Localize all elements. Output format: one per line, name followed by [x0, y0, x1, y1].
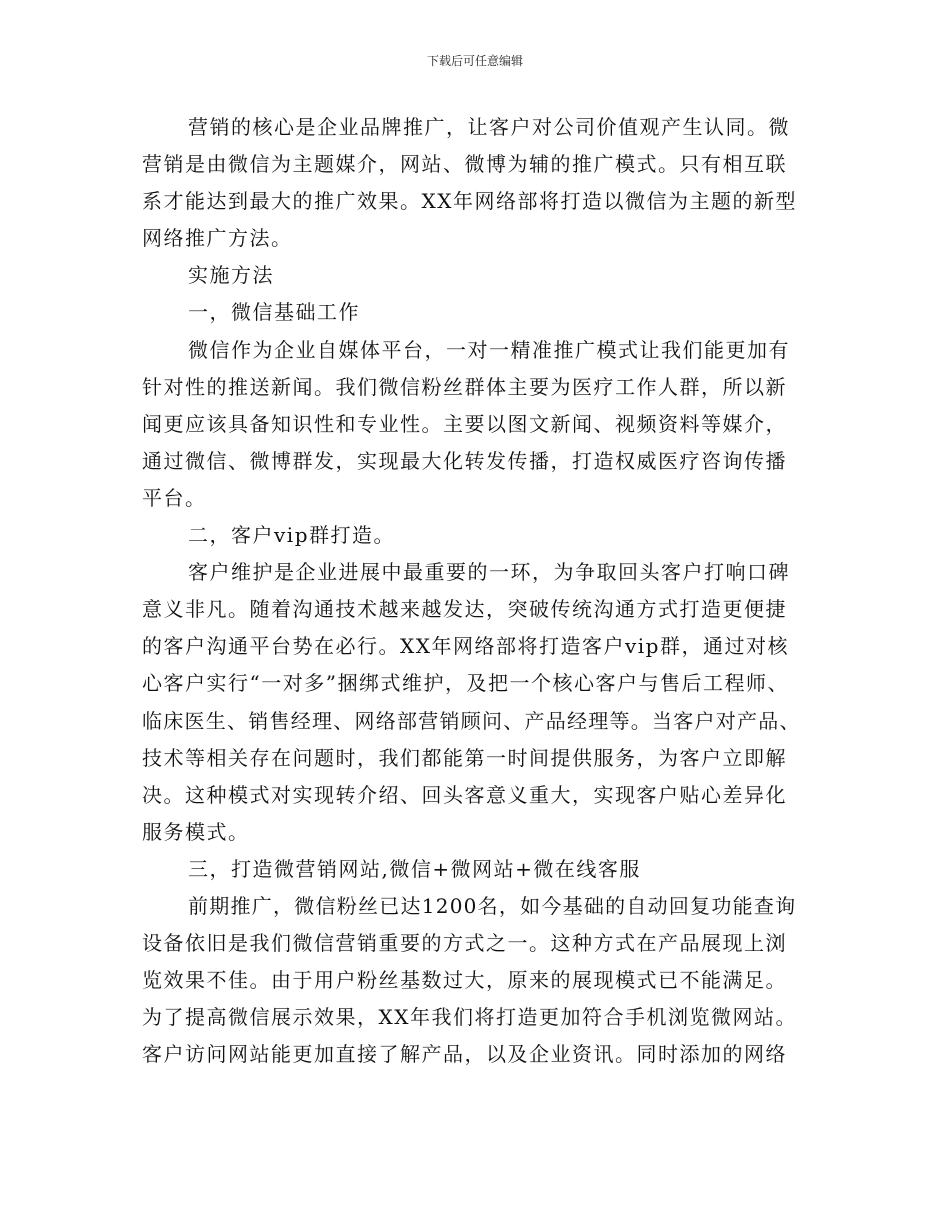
text-line: 服务模式。: [142, 819, 250, 844]
document-body: [142, 109, 802, 1073]
text-line: 的客户沟通平台势在必行。XX年网络部将打造客户vip群，通过对核: [142, 634, 789, 659]
text-line: 决。这种模式对实现转介绍、回头客意义重大，实现客户贴心差异化: [142, 782, 787, 807]
text-line: 通过微信、微博群发，实现最大化转发传播，打造权威医疗咨询传播: [142, 448, 787, 473]
text-line: 为了提高微信展示效果，XX年我们将打造更加符合手机浏览微网站。: [142, 1005, 797, 1030]
text-line: 前期推广，微信粉丝已达1200名，如今基础的自动回复功能查询: [188, 893, 797, 918]
text-line: 闻更应该具备知识性和专业性。主要以图文新闻、视频资料等媒介，: [142, 411, 787, 436]
text-line: 营销是由微信为主题媒介，网站、微博为辅的推广模式。只有相互联: [142, 152, 787, 177]
text-line: 心客户实行“一对多”捆绑式维护，及把一个核心客户与售后工程师、: [142, 671, 789, 696]
text-line: 览效果不佳。由于用户粉丝基数过大，原来的展现模式已不能满足。: [142, 968, 787, 993]
text-line: 微信作为企业自媒体平台，一对一精准推广模式让我们能更加有: [188, 337, 790, 362]
text-line: 三，打造微营销网站,微信+微网站+微在线客服: [188, 856, 641, 881]
text-line: 意义非凡。随着沟通技术越来越发达，突破传统沟通方式打造更便捷: [142, 597, 787, 622]
text-line: 一，微信基础工作: [188, 300, 360, 325]
text-line: 实施方法: [188, 263, 274, 288]
text-line: 二，客户vip群打造。: [188, 523, 395, 548]
text-line: 针对性的推送新闻。我们微信粉丝群体主要为医疗工作人群，所以新: [142, 374, 787, 399]
text-line: 网络推广方法。: [142, 226, 293, 251]
text-line: 系才能达到最大的推广效果。XX年网络部将打造以微信为主题的新型: [142, 189, 797, 214]
text-line: 客户维护是企业进展中最重要的一环，为争取回头客户打响口碑: [188, 560, 790, 585]
text-line: 设备依旧是我们微信营销重要的方式之一。这种方式在产品展现上浏: [142, 931, 787, 956]
text-line: 技术等相关存在问题时，我们都能第一时间提供服务，为客户立即解: [142, 745, 787, 770]
text-line: 客户访问网站能更加直接了解产品，以及企业资讯。同时添加的网络: [142, 1042, 787, 1067]
text-line: 营销的核心是企业品牌推广，让客户对公司价值观产生认同。微: [188, 115, 790, 139]
text-line: 临床医生、销售经理、网络部营销顾问、产品经理等。当客户对产品、: [142, 708, 801, 733]
text-line: 平台。: [142, 485, 207, 510]
page-header: 下载后可任意编辑: [426, 54, 523, 68]
